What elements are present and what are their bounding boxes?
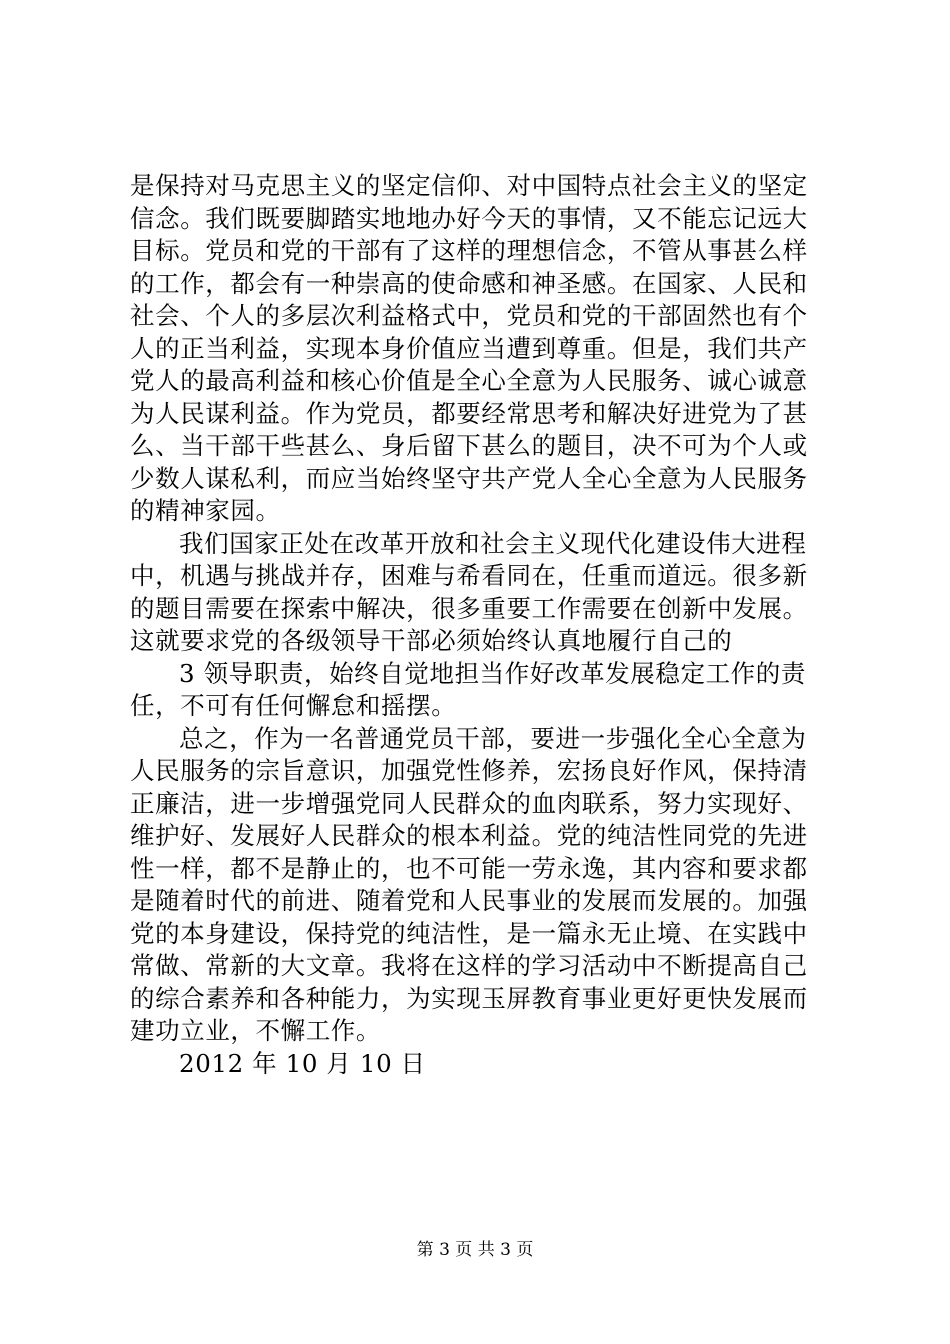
text-line: 的工作，都会有一种崇高的使命感和神圣感。在国家、人民和 — [130, 268, 808, 298]
text-line: 少数人谋私利，而应当始终坚守共产党人全心全意为人民服务 — [130, 463, 808, 493]
text-line: 建功立业，不懈工作。 — [130, 1016, 381, 1045]
document-date: 2012 年 10 月 10 日 — [179, 1048, 426, 1078]
text-line: 的题目需要在探索中解决，很多重要工作需要在创新中发展。 — [130, 593, 808, 623]
paragraph-start-line: 总之，作为一名普通党员干部，要进一步强化全心全意为 — [179, 723, 807, 753]
paragraph-start-line: 我们国家正处在改革开放和社会主义现代化建设伟大进程 — [179, 528, 807, 558]
text-line: 常做、常新的大文章。我将在这样的学习活动中不断提高自己 — [130, 951, 808, 980]
text-line: 中，机遇与挑战并存，困难与希看同在，任重而道远。很多新 — [130, 561, 808, 590]
text-line: 这就要求党的各级领导干部必须始终认真地履行自己的 — [130, 626, 733, 655]
text-line: 性一样，都不是静止的，也不可能一劳永逸，其内容和要求都 — [130, 853, 808, 883]
text-line: 党人的最高利益和核心价值是全心全意为人民服务、诚心诚意 — [130, 366, 808, 395]
text-line: 为人民谋利益。作为党员，都要经常思考和解决好进党为了甚 — [130, 398, 808, 428]
document-body — [130, 170, 830, 1080]
text-line: 任，不可有任何懈怠和摇摆。 — [130, 691, 457, 720]
text-line: 社会、个人的多层次利益格式中，党员和党的干部固然也有个 — [130, 301, 808, 330]
text-line: 是随着时代的前进、随着党和人民事业的发展而发展的。加强 — [130, 886, 808, 915]
text-line: 目标。党员和党的干部有了这样的理想信念，不管从事甚么样 — [130, 236, 808, 265]
text-line: 信念。我们既要脚踏实地地办好今天的事情，又不能忘记远大 — [130, 203, 808, 233]
text-line: 党的本身建设，保持党的纯洁性，是一篇永无止境、在实践中 — [130, 918, 808, 948]
paragraph-start-line: 3 领导职责，始终自觉地担当作好改革发展稳定工作的责 — [179, 658, 806, 688]
page-footer: 第 3 页 共 3 页 — [416, 1240, 534, 1260]
text-line: 维护好、发展好人民群众的根本利益。党的纯洁性同党的先进 — [130, 821, 808, 850]
text-line: 的精神家园。 — [130, 496, 281, 525]
text-line: 人民服务的宗旨意识，加强党性修养，宏扬良好作风，保持清 — [130, 756, 808, 785]
text-line: 的综合素养和各种能力，为实现玉屏教育事业更好更快发展而 — [130, 983, 808, 1013]
text-line: 是保持对马克思主义的坚定信仰、对中国特点社会主义的坚定 — [130, 171, 808, 200]
text-line: 么、当干部干些甚么、身后留下甚么的题目，决不可为个人或 — [130, 431, 808, 460]
text-line: 正廉洁，进一步增强党同人民群众的血肉联系，努力实现好、 — [130, 788, 808, 818]
text-line: 人的正当利益，实现本身价值应当遭到尊重。但是，我们共产 — [130, 333, 808, 363]
